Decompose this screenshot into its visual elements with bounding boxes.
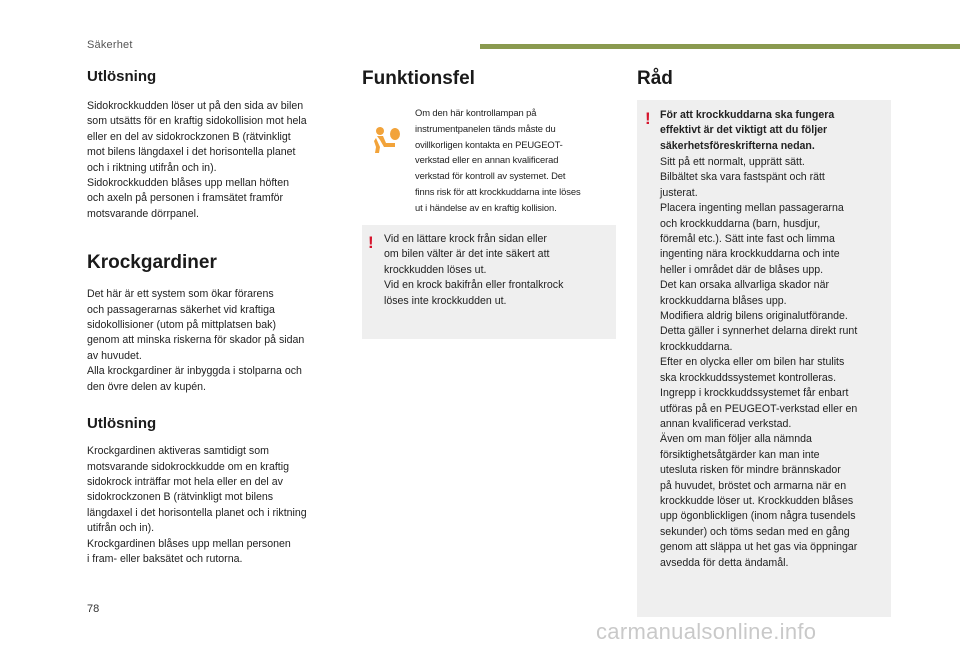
- text-advice-title: För att krockkuddarna ska fungera effektivt är det viktigt att du följer säkerhetsföreskrifterna nedan.: [660, 109, 835, 152]
- heading-release-side-airbag: Utlösning: [87, 68, 157, 85]
- column-left: [87, 68, 342, 567]
- section-label: Säkerhet: [87, 39, 133, 51]
- column-right: [637, 68, 892, 90]
- airbag-warning-lamp-icon: [371, 126, 403, 154]
- heading-malfunction: Funktionsfel: [362, 68, 475, 89]
- heading-release-curtain: Utlösning: [87, 415, 157, 433]
- text-malfunction-info: Om den här kontrollampan på instrumentpanelen tänds måste du ovillkorligen kontakta en PEUGEOT- verkstad eller en annan kvalificerad verkstad för kontroll av systemet. Det finns risk för att krockkuddarna inte löses ut i händelse av en kraftig kollision.: [415, 107, 581, 213]
- text-malfunction-warning: Vid en lättare krock från sidan eller om bilen välter är det inte säkert att krockkudden löses ut. Vid en krock bakifrån eller frontalkrock löses inte krockkudden ut.: [384, 233, 564, 307]
- text-release-curtain: Krockgardinen aktiveras samtidigt som motsvarande sidokrockkudde om en kraftig sidokrock inträffar mot hela eller en del av sidokrockzonen B (rätvinkligt mot bilens längdaxel i det horisontella planet och i riktning utifrån och in). Krockgardinen blåses upp mellan personen i fram- eller baksätet och rutorna.: [87, 445, 307, 565]
- page-number: 78: [87, 603, 100, 615]
- text-curtain-airbags: Det här är ett system som ökar förarens och passagerarnas säkerhet vid kraftiga sidokollisioner (utom på mittplatsen bak) genom att minska riskerna för skador på sidan av huvudet. Alla krockgardiner är inbyggda i stolparna och den övre delen av kupén.: [87, 288, 305, 393]
- header-accent-bar: [480, 44, 960, 49]
- heading-curtain-airbags: Krockgardiner: [87, 252, 217, 274]
- text-release-side-airbag: Sidokrockkudden löser ut på den sida av bilen som utsätts för en kraftig sidokollision mot hela eller en del av sidokrockzonen B (rätvinkligt mot bilens längdaxel i det horisontella planet och i riktning utifrån och in). Sidokrockkudden blåses upp mellan höften och axeln på personen i framsätet framför motsvarande dörrpanel.: [87, 100, 307, 220]
- text-advice-body: Sitt på ett normalt, upprätt sätt. Bilbältet ska vara fastspänt och rätt justerat. Placera ingenting mellan passagerarna och krockkuddarna (barn, husdjur, föremål etc.). Sätt inte fast och limma ingenting nära krockkuddarna och inte heller i området där de blåses upp. Det kan orsaka allvarliga skador när krockkuddarna blåses upp. Modifiera aldrig bilens originalutförande. Detta gäller i synnerhet delarna direkt runt krockkuddarna. Efter en olycka eller om bilen har stulits ska krockkuddssystemet kontrolleras. Ingrepp i krockkuddssystemet får enbart utföras på en PEUGEOT-verkstad eller en annan kvalificerad verkstad. Även om man följer alla nämnda försiktighetsåtgärder kan man inte utesluta risken för mindre brännskador på huvudet, bröstet och armarna när en krockkudde löser ut. Krockkudden blåses upp ögonblickligen (inom några tusendels sekunder) och töms sedan med en gång genom att släppa ut het gas via öppningar avsedda för detta ändamål.: [660, 156, 858, 569]
- warning-exclamation-icon: !: [368, 233, 374, 252]
- heading-advice: Råd: [637, 68, 673, 89]
- warning-exclamation-icon: !: [645, 109, 651, 128]
- watermark: carmanualsonline.info: [596, 619, 817, 644]
